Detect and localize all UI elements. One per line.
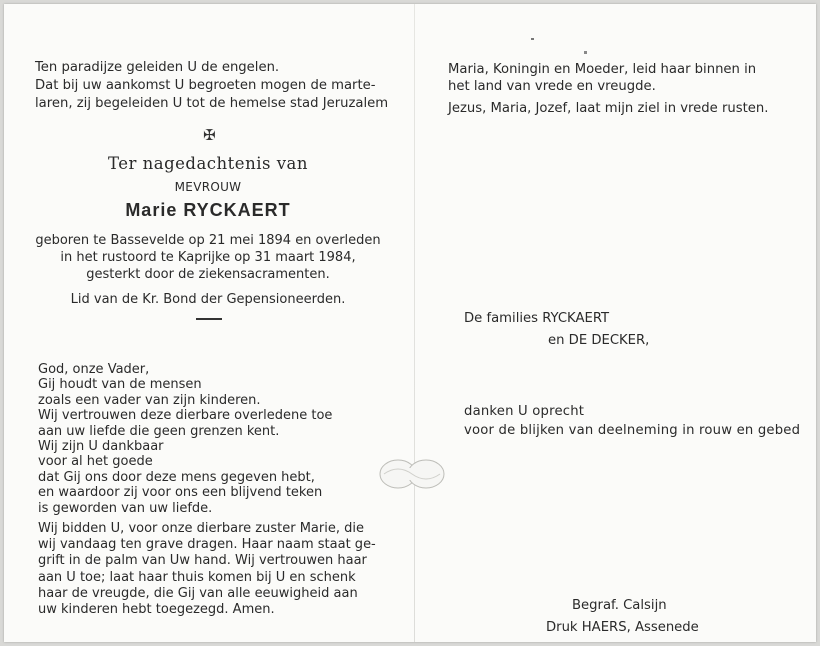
paper-speck: [531, 38, 534, 40]
prayer-line: grift in de palm van Uw hand. Wij vertrouwen haar: [38, 553, 367, 569]
biography: [4, 232, 412, 283]
paper-speck: [584, 51, 587, 54]
memory-heading: Ter nagedachtenis van: [108, 154, 308, 173]
honorific-title: MEVROUW: [174, 180, 242, 194]
fold-line: [414, 4, 415, 642]
prayer-line: en waardoor zij voor ons een blijvend teken: [38, 485, 323, 501]
prayer-line: is geworden van uw liefde.: [38, 500, 213, 516]
prayer-line: aan uw liefde die geen grenzen kent.: [38, 423, 280, 439]
bio-line: gesterkt door de ziekensacramenten.: [86, 267, 330, 282]
prayer-line: Wij zijn U dankbaar: [38, 439, 164, 455]
thanks-line: voor de blijken van deelneming in rouw en gebed: [464, 423, 801, 438]
left-panel: [4, 4, 412, 642]
embossed-ribbon-icon: [378, 456, 446, 492]
prayer-line: haar de vreugde, die Gij van alle eeuwigheid aan: [38, 585, 358, 601]
membership-line: Lid van de Kr. Bond der Gepensioneerden.: [70, 292, 346, 307]
undertaker-credit: Begraf. Calsijn: [572, 598, 667, 613]
prayer-line: dat Gij ons door deze mens gegeven hebt,: [38, 469, 315, 485]
prayer-line: Ten paradijze geleiden U de engelen.: [35, 60, 280, 75]
divider: [196, 318, 222, 320]
deceased-name: Marie RYCKAERT: [125, 200, 291, 220]
second-prayer: [38, 521, 376, 618]
prayer-line: Gij houdt van de mensen: [38, 377, 202, 393]
prayer-line: Wij vertrouwen deze dierbare overledene toe: [38, 408, 333, 424]
thanks-line: danken U oprecht: [464, 404, 585, 419]
maria-prayer: [448, 61, 756, 95]
families-line-2: en DE DECKER,: [548, 333, 650, 348]
bio-line: geboren te Bassevelde op 21 mei 1894 en overleden: [35, 233, 381, 248]
prayer-line: Maria, Koningin en Moeder, leid haar binnen in: [448, 62, 757, 77]
right-panel: [416, 4, 816, 642]
printer-credit: Druk HAERS, Assenede: [546, 620, 699, 635]
jezus-prayer: Jezus, Maria, Jozef, laat mijn ziel in vrede rusten.: [448, 101, 769, 116]
prayer-line: het land van vrede en vreugde.: [448, 79, 656, 94]
prayer-line: wij vandaag ten grave dragen. Haar naam staat ge-: [38, 537, 376, 553]
prayer-line: voor al het goede: [38, 454, 153, 470]
prayer-line: Dat bij uw aankomst U begroeten mogen de marte-: [35, 78, 376, 93]
bio-line: in het rustoord te Kaprijke op 31 maart 1984,: [60, 250, 356, 265]
thanks-text: [464, 402, 800, 440]
prayer-line: Wij bidden U, voor onze dierbare zuster Marie, die: [38, 521, 364, 536]
prayer-line: aan U toe; laat haar thuis komen bij U en schenk: [38, 569, 356, 585]
prayer-line: uw kinderen hebt toegezegd. Amen.: [38, 602, 275, 618]
god-prayer: [38, 362, 332, 516]
opening-prayer: [35, 59, 388, 113]
families-line-1: De families RYCKAERT: [464, 311, 610, 326]
prayer-line: God, onze Vader,: [38, 362, 150, 377]
prayer-line: zoals een vader van zijn kinderen.: [38, 392, 261, 408]
memorial-card: [4, 4, 816, 642]
prayer-line: laren, zij begeleiden U tot de hemelse stad Jeruzalem: [35, 96, 389, 111]
cross-icon: ✠: [203, 126, 216, 144]
